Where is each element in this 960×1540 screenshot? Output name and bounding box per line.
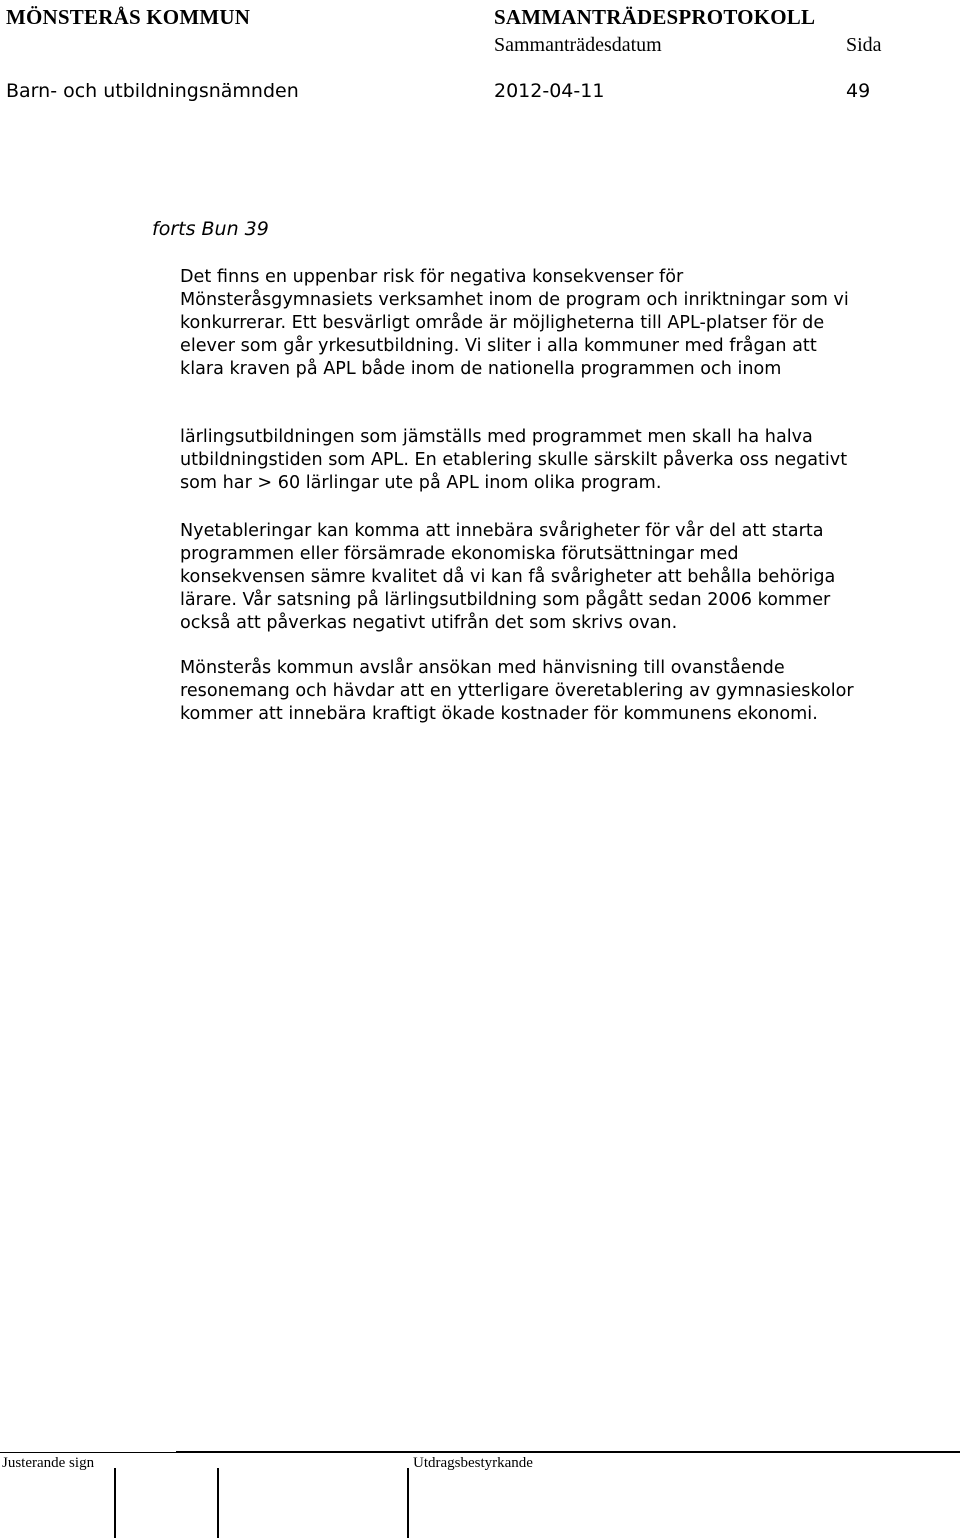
text-line: utbildningstiden som APL. En etablering skulle särskilt påverka oss negativt — [180, 450, 848, 470]
text-line: Nyetableringar kan komma att innebära svårigheter för vår del att starta — [180, 521, 824, 541]
page-label: Sida — [846, 34, 882, 56]
text-line: lärlingsutbildningen som jämställs med programmet men skall ha halva — [180, 427, 813, 447]
page-number: 49 — [846, 80, 871, 102]
meeting-date-label: Sammanträdesdatum — [494, 34, 662, 56]
text-line: konsekvensen sämre kvalitet då vi kan få svårigheter att behålla behöriga — [180, 567, 836, 587]
text-line: klara kraven på APL både inom de nationella programmen och inom — [180, 359, 782, 379]
document-type: SAMMANTRÄDESPROTOKOLL — [494, 5, 816, 29]
committee-name: Barn- och utbildningsnämnden — [6, 80, 299, 102]
text-line: resonemang och hävdar att en ytterligare överetablering av gymnasieskolor — [180, 681, 854, 701]
paragraph-3 — [180, 657, 925, 726]
text-line: också att påverkas negativt utifrån det som skrivs ovan. — [180, 613, 678, 633]
signature-box-divider — [114, 1468, 116, 1538]
text-line: elever som går yrkesutbildning. Vi sliter i alla kommuner med frågan att — [180, 336, 817, 356]
signature-box-divider — [407, 1468, 409, 1538]
footer-divider — [176, 1451, 933, 1453]
signature-box-divider — [217, 1468, 219, 1538]
text-line: kommer att innebära kraftigt ökade kostnader för kommunens ekonomi. — [180, 704, 818, 724]
text-line: Mönsterås kommun avslår ansökan med hänvisning till ovanstående — [180, 658, 785, 678]
footer-divider — [933, 1451, 960, 1453]
meeting-date: 2012-04-11 — [494, 80, 605, 102]
text-line: lärare. Vår satsning på lärlingsutbildning som pågått sedan 2006 kommer — [180, 590, 831, 610]
paragraph-1-continued — [180, 426, 925, 495]
paragraph-2 — [180, 520, 925, 635]
text-line: konkurrerar. Ett besvärligt område är möjligheterna till APL-platser för de — [180, 313, 825, 333]
text-line: som har > 60 lärlingar ute på APL inom olika program. — [180, 473, 662, 493]
text-line: programmen eller försämrade ekonomiska förutsättningar med — [180, 544, 739, 564]
organization-name: MÖNSTERÅS KOMMUN — [6, 5, 251, 29]
text-line: Det finns en uppenbar risk för negativa konsekvenser för — [180, 267, 684, 287]
excerpt-certification-label: Utdragsbestyrkande — [413, 1455, 533, 1471]
text-line: Mönsteråsgymnasiets verksamhet inom de program och inriktningar som vi — [180, 290, 849, 310]
footer-divider — [0, 1452, 176, 1453]
signature-label: Justerande sign — [2, 1455, 95, 1471]
paragraph-1 — [180, 266, 925, 381]
section-reference: forts Bun 39 — [152, 218, 269, 240]
